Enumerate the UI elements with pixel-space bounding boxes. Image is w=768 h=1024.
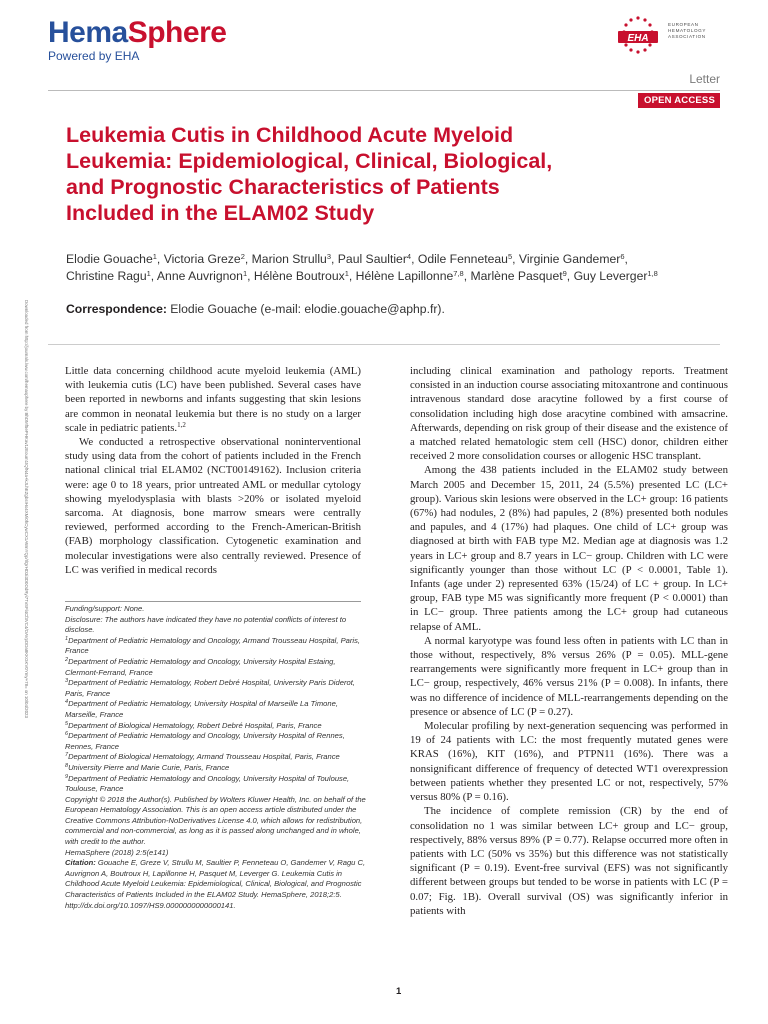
- correspondence: [66, 302, 445, 316]
- title-line: Included in the ELAM02 Study: [66, 201, 375, 225]
- journal-logo: [48, 18, 226, 63]
- paragraph-text: Little data concerning childhood acute myeloid leukemia (AML) with leukemia cutis (LC) have been published. Several cases have been reported in newborns and infants suggesting that skin lesions are common in neonatal leukemia but there is no study on a larger scale in pediatric patients.: [65, 365, 361, 434]
- body-column-right: [410, 364, 728, 918]
- citation-label: Citation:: [65, 858, 96, 868]
- eha-org-line: HEMATOLOGY: [668, 28, 706, 33]
- affiliation-number: 1: [65, 635, 69, 642]
- affiliation-item: [65, 721, 367, 732]
- author-name: Victoria Greze: [163, 252, 241, 266]
- body-column-left: [65, 364, 361, 577]
- author-affiliation: 1: [146, 269, 151, 278]
- author-affiliation: 4: [406, 252, 412, 261]
- author-affiliation: 3: [326, 252, 331, 261]
- article-title: [66, 122, 706, 226]
- body-paragraph: including clinical examination and pathology reports. Treatment consisted in an induction course associating mitoxantrone and continuous intravenous standard dose aracytine followed by a first course of consolidation including high dose aracytine combined with amsacrine. Afterwards, depending on risk group of their disease and the existence of a matched related hematologic stem cell (HSC) donor, children either received 2 more consolidation courses or allogenic HSC transplant.: [410, 365, 728, 463]
- affiliation-number: 5: [65, 720, 69, 727]
- title-line: and Prognostic Characteristics of Patients: [66, 175, 500, 199]
- funding-note: Funding/support: None.: [65, 604, 145, 613]
- affiliation-text: Department of Pediatric Hematology and Oncology, University Hospital of Rennes, Rennes, France: [65, 731, 345, 751]
- affiliation-number: 3: [65, 678, 69, 685]
- open-access-badge: OPEN ACCESS: [638, 93, 720, 108]
- body-paragraph: A normal karyotype was found less often in patients with LC than in those without, respectively, 8% versus 26% (P = 0.05). MLL-gene rearrangements were significantly more frequent in LC+ group than in LC− group, respectively, 46% versus 21% (P = 0.008). In infants, there was no difference of incidence of MLL-rearrangements depending on the presence or absence of LC (P = 0.27).: [410, 634, 728, 718]
- affiliation-item: [65, 699, 367, 720]
- affiliation-text: Department of Biological Hematology, Armand Trousseau Hospital, Paris, France: [68, 752, 340, 762]
- title-line: Leukemia: Epidemiological, Clinical, Biological,: [66, 149, 553, 173]
- copyright-note: Copyright © 2018 the Author(s). Published by Wolters Kluwer Health, Inc. on behalf of the European Hematology Association. This is an open access article distributed under the Creative Commons Attribution-NoDerivatives License 4.0, which allows for redistribution, commercial and non-commercial, as long as it is passed along unchanged and in whole, with credit to the author.: [65, 794, 366, 847]
- correspondence-label: Correspondence:: [66, 302, 167, 316]
- author-affiliation: 5: [507, 252, 513, 261]
- reference-marker[interactable]: 1,2: [177, 420, 186, 429]
- author-name: Virginie Gandemer: [518, 252, 621, 266]
- header-divider: [48, 90, 720, 91]
- journal-tagline: Powered by EHA: [48, 49, 140, 63]
- journal-name: [48, 18, 226, 48]
- author-affiliation: 9: [562, 269, 567, 278]
- affiliation-text: Department of Pediatric Hematology and Oncology, Armand Trousseau Hospital, Paris, France: [65, 635, 360, 656]
- affiliation-text: Department of Pediatric Hematology and Oncology, University Hospital of Toulouse, Toulouse, France: [65, 773, 350, 794]
- eha-org-name: [668, 22, 706, 40]
- author-name: Odile Fenneteau: [417, 252, 508, 266]
- body-paragraph: The incidence of complete remission (CR) by the end of consolidation no 1 was similar between LC+ group and LC− group, respectively, 88% versus 89% (P = 0.77). Relapse occurred more often in patients with LC (50% vs 35%) but this difference was not statistically significant (P = 0.19). Event-free survival (EFS) was not significantly different between groups but tended to be worse in patients with LC (P = 0.07; Fig. 1B). Overall survival (OS) was significantly inferior in patients with: [410, 805, 728, 917]
- author-affiliation: 2: [240, 252, 245, 261]
- affiliation-text: Department of Biological Hematology, Robert Debré Hospital, Paris, France: [68, 720, 322, 730]
- affiliation-item: [65, 636, 367, 657]
- eha-emblem-icon: [612, 12, 664, 56]
- affiliation-item: [65, 752, 367, 763]
- affiliation-number: 8: [65, 762, 69, 769]
- body-paragraph: Molecular profiling by next-generation sequencing was performed in 19 of 24 patients with LC: the most frequently mutated genes were KRAS (16%), KIT (16%), and PTPN11 (16%). There was a nonsignificant difference of frequency of detected WT1 overexpression between patients whether they presented LC or not, respectively, 57% versus 80% (P = 0.16).: [410, 720, 728, 804]
- eha-logo: [612, 10, 742, 56]
- author-name: Elodie Gouache: [66, 252, 153, 266]
- eha-org-line: EUROPEAN: [668, 22, 699, 27]
- body-paragraph: Among the 438 patients included in the ELAM02 study between March 2005 and December 15, 2011, 24 (5.5%) presented LC (LC+ group). Various skin lesions were observed in the LC+ group: 16 patients (67%) had nodules, 2 (8%) had papules, 2 (8%) presented both nodules and papules, and 4 (17%) had plaques. One child of LC+ group was diagnosed at birth with FAB type M2. Median age at diagnosis was 1.2 years in LC+ group and 8.7 years in LC− group. Children with LC were significantly younger than those without LC (P < 0.0001, Table 1). Infants (age under 2) represented 63% (15/24) of LC + group. In LC+ group, FAB type M5 was significantly more frequent (P < 0.0001) than in LC− group. Three patients among the LC+ group had cutaneous relapse of AML.: [410, 464, 728, 633]
- affiliation-number: 7: [65, 752, 69, 759]
- affiliation-item: [65, 763, 367, 774]
- page-number: 1: [396, 986, 402, 997]
- download-watermark: [22, 300, 30, 770]
- affiliation-item: [65, 657, 367, 678]
- correspondence-email[interactable]: Elodie Gouache (e-mail: elodie.gouache@aphp.fr).: [170, 302, 445, 316]
- author-name: Guy Leverger: [573, 269, 648, 283]
- affiliation-number: 4: [65, 699, 69, 706]
- author-name: Marion Strullu: [251, 252, 327, 266]
- eha-org-line: ASSOCIATION: [668, 34, 706, 39]
- affiliation-number: 9: [65, 773, 69, 780]
- header-bottom-divider: [48, 344, 720, 345]
- citation-text[interactable]: Gouache E, Greze V, Strullu M, Saultier P, Fenneteau O, Gandemer V, Ragu C, Auvrignon A, Boutroux H, Lapillonne H, Pasquet M, Leverger G. Leukemia Cutis in Childhood Acute Myeloid Leukemia: Epidemiological, Clinical, Biological, and Prognostic Characteristics of Patients Included in the ELAM02 Study. HemaSphere, 2018;2:5. http://dx.doi.org/10.1097/HS9.0000000000000141.: [65, 858, 366, 910]
- author-line: Christine Ragu$^1$, Anne Auvrignon$^1$, Hélène Boutroux$^1$, Hélène Lapillonne$^{7,8}$, Marlène Pasquet$^9$, Guy Leverger$^{1,8}$: [66, 269, 658, 283]
- citation-note: [65, 858, 367, 911]
- author-name: Paul Saultier: [337, 252, 407, 266]
- footnote-divider: [65, 601, 361, 602]
- author-name: Hélène Boutroux: [253, 269, 345, 283]
- journal-name-part-2: Sphere: [127, 16, 227, 49]
- footnotes: [65, 604, 367, 911]
- author-affiliation: 1: [344, 269, 349, 278]
- eha-mark-text: EHA: [627, 33, 649, 44]
- author-affiliation: 1: [152, 252, 157, 261]
- author-line: Elodie Gouache$^1$, Victoria Greze$^2$, Marion Strullu$^3$, Paul Saultier$^4$, Odile Fenneteau$^5$, Virginie Gandemer$^6$,: [66, 252, 628, 266]
- affiliation-text: Department of Pediatric Hematology, University Hospital of Marseille La Timone, Marseille, France: [65, 699, 338, 719]
- article-type-label: Letter: [689, 72, 720, 86]
- author-affiliation: 7,8: [453, 269, 464, 278]
- body-paragraph: [65, 364, 361, 435]
- affiliation-text: University Pierre and Marie Curie, Paris, France: [68, 762, 230, 772]
- affiliation-number: 2: [65, 656, 69, 663]
- author-affiliation: 1: [242, 269, 248, 278]
- author-affiliation: 6: [620, 252, 625, 261]
- title-line: Leukemia Cutis in Childhood Acute Myeloid: [66, 123, 514, 147]
- affiliation-item: [65, 731, 367, 752]
- download-watermark-text: Downloaded from http://journals.lww.com/hemasphere by BhDMf5ePHKav1zEoum1tQfN4a+kJLhEZgbsIHo4XMi0hCywCX1AWnYQp/IlQrHD3i3D0OdRyi7TvSFl4Cf3VC4/OAVpDDa8KKGKV0Ymy+78= on 10/04/2023: [24, 300, 29, 718]
- author-name: Christine Ragu: [66, 269, 147, 283]
- affiliation-text: Department of Pediatric Hematology and Oncology, University Hospital Estaing, Clermont-Ferrand, France: [65, 656, 336, 677]
- author-name: Hélène Lapillonne: [355, 269, 454, 283]
- affiliation-item: [65, 678, 367, 699]
- disclosure-note: Disclosure: The authors have indicated they have no potential conflicts of interest to disclose.: [65, 614, 347, 635]
- body-paragraph: We conducted a retrospective observational noninterventional study using data from the cohort of patients included in the French national clinical trial ELAM02 (NCT00149162). Inclusion criteria were: age 0 to 18 years, prior untreated AML or medullar cytology showing myelodysplasia with blasts >20% or isolated myeloid sarcoma. At diagnosis, bone marrow smears were centrally reviewed, performed according to the French-American-British (FAB) morphology classification. Cytogenetic examination and molecular investigations were also centrally reviewed. Presence of LC was verified in medical records: [65, 436, 361, 576]
- journal-name-part-1: Hema: [48, 16, 128, 49]
- affiliation-text: Department of Pediatric Hematology, Robert Debré Hospital, University Paris Diderot, Paris, France: [65, 678, 355, 698]
- affiliation-number: 6: [65, 731, 69, 738]
- author-name: Anne Auvrignon: [156, 269, 243, 283]
- author-name: Marlène Pasquet: [470, 269, 563, 283]
- author-affiliation: 1,8: [647, 269, 658, 278]
- author-list: [66, 251, 726, 285]
- affiliation-item: [65, 774, 367, 795]
- journal-reference: HemaSphere (2018) 2:5(e141): [65, 847, 169, 857]
